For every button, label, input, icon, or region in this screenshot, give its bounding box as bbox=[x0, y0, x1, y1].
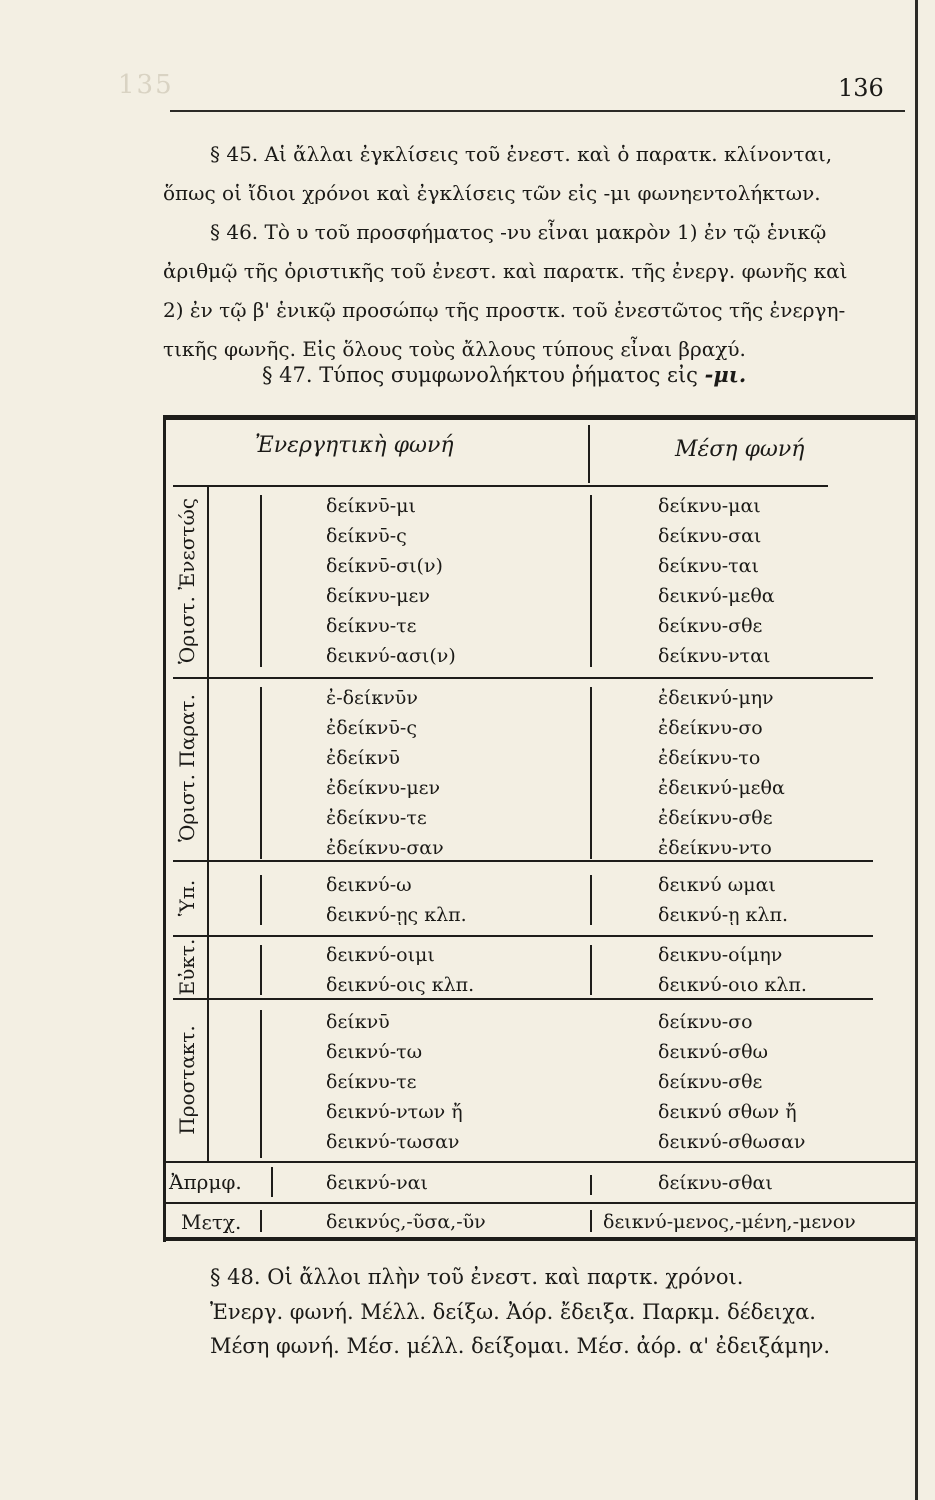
subjunctive-active-2: δεικνύ-ῃς κλπ. bbox=[326, 904, 467, 926]
imperfect-middle-2: ἐδείκνυ-σο bbox=[658, 717, 763, 739]
label-participle: Μετχ. bbox=[181, 1210, 242, 1234]
col-divider-4b bbox=[590, 945, 592, 995]
col-divider-2b bbox=[590, 687, 592, 859]
group-separator-5 bbox=[163, 1161, 915, 1163]
paragraph-46-line-4: τικῆς φωνῆς. Εἰς ὅλους τοὺς ἄλλους τύπους εἶναι βραχύ. bbox=[163, 337, 746, 361]
present-active-6: δεικνύ-ασι(ν) bbox=[326, 645, 456, 667]
paragraph-45-line-2: ὅπως οἱ ἴδιοι χρόνοι καὶ ἐγκλίσεις τῶν εἰς -μι φωνηεντολήκτων. bbox=[163, 181, 821, 205]
imperfect-active-2: ἐδείκνῡ-ς bbox=[326, 717, 417, 739]
imperfect-active-5: ἐδείκνυ-τε bbox=[326, 807, 427, 829]
imperative-middle-1: δείκνυ-σο bbox=[658, 1011, 753, 1033]
present-middle-5: δείκνυ-σθε bbox=[658, 615, 763, 637]
paragraph-46-line-3: 2) ἐν τῷ β' ἑνικῷ προσώπῳ τῆς προστκ. τοῦ ἐνεστῶτος τῆς ἐνεργη- bbox=[163, 298, 846, 322]
table-bottom-rule bbox=[163, 1237, 915, 1241]
header-divider bbox=[588, 425, 590, 483]
col-divider-6a bbox=[271, 1167, 273, 1197]
present-active-2: δείκνῡ-ς bbox=[326, 525, 407, 547]
label-imperative: Προστακτ. bbox=[175, 1025, 199, 1135]
header-bottom-rule bbox=[173, 485, 828, 487]
imperative-active-1: δείκνῡ bbox=[326, 1011, 390, 1033]
label-optative: Εὐκτ. bbox=[175, 938, 199, 996]
col-divider-7a bbox=[260, 1210, 262, 1232]
imperative-middle-2: δεικνύ-σθω bbox=[658, 1041, 769, 1063]
infinitive-middle: δείκνυ-σθαι bbox=[658, 1172, 773, 1194]
present-active-4: δείκνυ-μεν bbox=[326, 585, 430, 607]
header-rule bbox=[170, 110, 905, 112]
imperative-active-2: δεικνύ-τω bbox=[326, 1041, 423, 1063]
group-separator-1 bbox=[173, 677, 873, 679]
present-middle-6: δείκνυ-νται bbox=[658, 645, 771, 667]
col-divider-7b bbox=[590, 1210, 592, 1232]
section-48-line-2: Ἐνεργ. φωνή. Μέλλ. δείξω. Ἀόρ. ἔδειξα. Παρκμ. δέδειχα. bbox=[210, 1300, 816, 1324]
section-48-line-3: Μέση φωνή. Μέσ. μέλλ. δείξομαι. Μέσ. ἀόρ. α' ἐδειξάμην. bbox=[210, 1334, 831, 1358]
imperative-active-3: δείκνυ-τε bbox=[326, 1071, 417, 1093]
imperfect-middle-6: ἐδείκνυ-ντο bbox=[658, 837, 772, 859]
col-divider-1b bbox=[590, 495, 592, 667]
label-subjunctive: Ὑπ. bbox=[175, 879, 199, 917]
col-divider-2a bbox=[260, 687, 262, 859]
imperfect-middle-3: ἐδείκνυ-το bbox=[658, 747, 761, 769]
infinitive-active: δεικνύ-ναι bbox=[326, 1172, 428, 1194]
present-middle-2: δείκνυ-σαι bbox=[658, 525, 762, 547]
col-divider-1a bbox=[260, 495, 262, 667]
imperfect-active-6: ἐδείκνυ-σαν bbox=[326, 837, 444, 859]
col-divider-5a bbox=[260, 1010, 262, 1158]
section-48-line-1: § 48. Οἱ ἄλλοι πλὴν τοῦ ἐνεστ. καὶ παρτκ. χρόνοι. bbox=[210, 1265, 744, 1289]
col-divider-3b bbox=[590, 875, 592, 925]
header-active-voice: Ἐνεργητικὴ φωνή bbox=[255, 433, 454, 458]
table-left-rule bbox=[163, 420, 166, 1242]
label-infinitive: Ἀπρμφ. bbox=[169, 1170, 242, 1194]
paragraph-45-line-1: § 45. Αἱ ἄλλαι ἐγκλίσεις τοῦ ἐνεστ. καὶ ὁ παρατκ. κλίνονται, bbox=[210, 142, 833, 166]
page-edge bbox=[915, 0, 918, 1500]
imperative-active-5: δεικνύ-τωσαν bbox=[326, 1131, 460, 1153]
header-middle-voice: Μέση φωνή bbox=[675, 437, 805, 462]
section-47-title-text: § 47. Τύπος συμφωνολήκτου ῥήματος εἰς bbox=[262, 363, 705, 387]
label-column-divider bbox=[207, 485, 209, 1163]
imperfect-middle-5: ἐδείκνυ-σθε bbox=[658, 807, 773, 829]
participle-active: δεικνύς,-ῦσα,-ῦν bbox=[326, 1211, 486, 1233]
present-active-1: δείκνῡ-μι bbox=[326, 495, 416, 517]
imperative-middle-5: δεικνύ-σθωσαν bbox=[658, 1131, 806, 1153]
present-middle-3: δείκνυ-ται bbox=[658, 555, 759, 577]
group-separator-3 bbox=[173, 935, 873, 937]
conjugation-table bbox=[163, 415, 915, 1242]
paragraph-46-line-2: ἀριθμῷ τῆς ὁριστικῆς τοῦ ἐνεστ. καὶ παρατκ. τῆς ἐνεργ. φωνῆς καὶ bbox=[163, 259, 848, 283]
col-divider-3a bbox=[260, 875, 262, 925]
bleed-through-page-number: 135 bbox=[118, 70, 174, 100]
table-top-rule bbox=[163, 415, 915, 420]
paragraph-46-line-1: § 46. Τὸ υ τοῦ προσφήματος -νυ εἶναι μακρὸν 1) ἐν τῷ ἑνικῷ bbox=[210, 220, 827, 244]
present-active-5: δείκνυ-τε bbox=[326, 615, 417, 637]
label-indicative-present: Ὁριστ. Ἐνεστώς bbox=[175, 497, 199, 665]
label-indicative-imperfect: Ὁριστ. Παρατ. bbox=[175, 694, 199, 842]
imperative-middle-3: δείκνυ-σθε bbox=[658, 1071, 763, 1093]
imperfect-active-3: ἐδείκνῡ bbox=[326, 747, 400, 769]
imperfect-middle-4: ἐδεικνύ-μεθα bbox=[658, 777, 785, 799]
optative-middle-2: δεικνύ-οιο κλπ. bbox=[658, 974, 807, 996]
imperative-active-4: δεικνύ-ντων ἤ bbox=[326, 1101, 463, 1123]
imperfect-active-1: ἐ-δείκνῡν bbox=[326, 687, 418, 709]
subjunctive-middle-1: δεικνύ ωμαι bbox=[658, 874, 776, 896]
section-47-title bbox=[262, 362, 746, 387]
optative-active-1: δεικνύ-οιμι bbox=[326, 944, 435, 966]
present-active-3: δείκνῡ-σι(ν) bbox=[326, 555, 443, 577]
optative-active-2: δεικνύ-οις κλπ. bbox=[326, 974, 475, 996]
imperfect-middle-1: ἐδεικνύ-μην bbox=[658, 687, 774, 709]
group-separator-6 bbox=[163, 1202, 915, 1204]
subjunctive-active-1: δεικνύ-ω bbox=[326, 874, 412, 896]
page-number: 136 bbox=[838, 74, 884, 102]
present-middle-4: δεικνύ-μεθα bbox=[658, 585, 775, 607]
optative-middle-1: δεικνυ-οίμην bbox=[658, 944, 783, 966]
imperative-middle-4: δεικνύ σθων ἤ bbox=[658, 1101, 797, 1123]
imperfect-active-4: ἐδείκνυ-μεν bbox=[326, 777, 441, 799]
col-divider-4a bbox=[260, 945, 262, 995]
subjunctive-middle-2: δεικνύ-ῃ κλπ. bbox=[658, 904, 788, 926]
participle-middle: δεικνύ-μενος,-μένη,-μενον bbox=[603, 1211, 856, 1233]
section-47-ending: -μι. bbox=[704, 362, 747, 387]
col-divider-6b bbox=[590, 1175, 592, 1195]
present-middle-1: δείκνυ-μαι bbox=[658, 495, 761, 517]
